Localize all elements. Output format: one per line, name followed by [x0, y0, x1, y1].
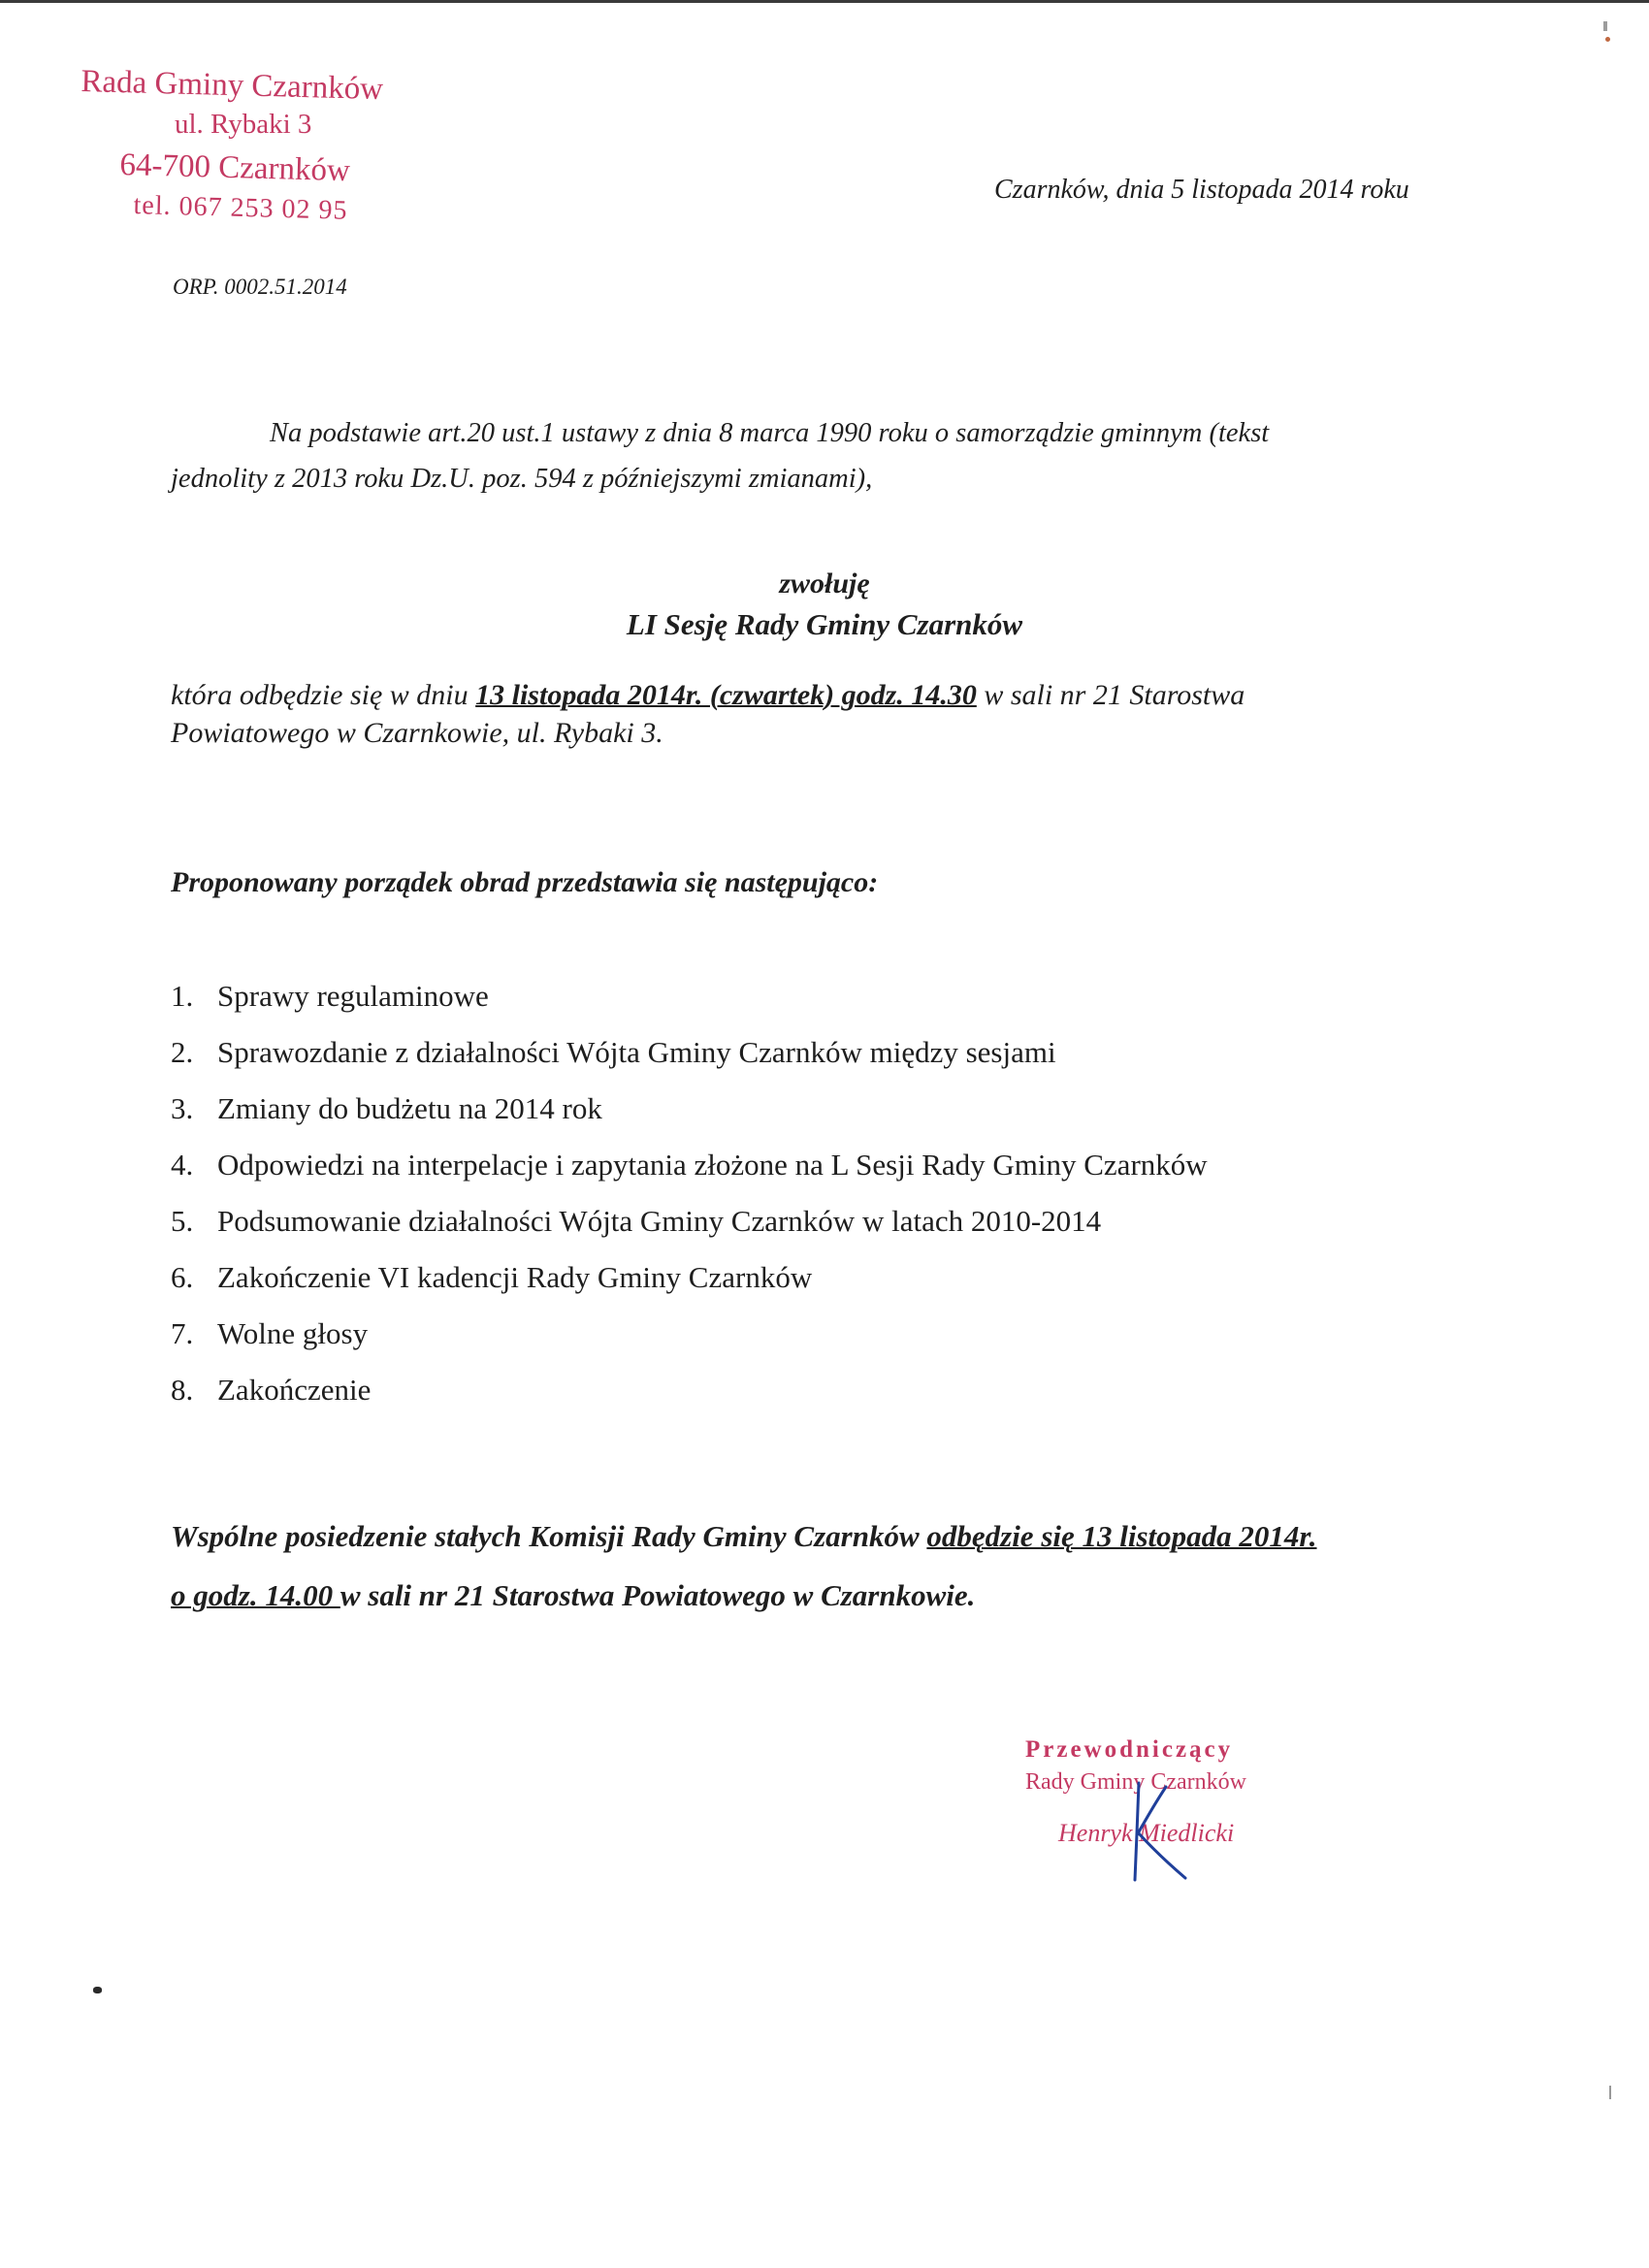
legal-basis-line-2: jednolity z 2013 roku Dz.U. poz. 594 z późniejszymi zmianami),	[171, 464, 873, 494]
scan-mark	[1609, 2086, 1611, 2099]
committee-notice-part-1: Wspólne posiedzenie stałych Komisji Rady Gminy Czarnków	[171, 1519, 927, 1553]
scan-mark	[1605, 37, 1610, 42]
agenda-item	[171, 1362, 1432, 1418]
agenda-item-text: Podsumowanie działalności Wójta Gminy Czarnków w latach 2010-2014	[217, 1204, 1102, 1238]
agenda-item	[171, 1081, 1432, 1137]
handwritten-signature	[1116, 1766, 1222, 1901]
signature-council: Rady Gminy Czarnków	[1025, 1769, 1246, 1795]
date-line: Czarnków, dnia 5 listopada 2014 roku	[994, 175, 1409, 205]
session-date-time: 13 listopada 2014r. (czwartek) godz. 14.30	[475, 679, 977, 711]
stamp-line-name: Rada Gminy Czarnków	[81, 64, 384, 108]
agenda-item-text: Sprawy regulaminowe	[217, 979, 489, 1013]
signature-name: Henryk Miedlicki	[1058, 1819, 1235, 1847]
scan-mark	[1603, 21, 1607, 31]
signature-title: Przewodniczący	[1025, 1736, 1234, 1763]
session-info-line-1	[171, 679, 1245, 712]
committee-notice-time: o godz. 14.00	[171, 1578, 340, 1612]
session-info-line-2: Powiatowego w Czarnkowie, ul. Rybaki 3.	[171, 717, 663, 749]
agenda-heading: Proponowany porządek obrad przedstawia się następująco:	[171, 866, 879, 898]
agenda-item	[171, 1024, 1432, 1081]
agenda-item-number: 2.	[171, 1035, 194, 1069]
reference-number: ORP. 0002.51.2014	[173, 275, 347, 299]
committee-notice-line-1	[171, 1519, 1317, 1554]
convene-verb: zwołuję	[779, 567, 870, 599]
agenda-item-text: Wolne głosy	[217, 1316, 369, 1350]
agenda-item-number: 6.	[171, 1260, 194, 1294]
agenda-item-text: Zmiany do budżetu na 2014 rok	[217, 1091, 602, 1125]
stamp-line-street: ul. Rybaki 3	[175, 109, 312, 140]
committee-notice-line-2	[171, 1578, 975, 1613]
council-stamp	[0, 0, 446, 233]
legal-basis-line-1: Na podstawie art.20 ust.1 ustawy z dnia 8 marca 1990 roku o samorządzie gminnym (tekst	[270, 418, 1270, 448]
agenda-item-text: Zakończenie VI kadencji Rady Gminy Czarnków	[217, 1260, 813, 1294]
session-info-prefix: która odbędzie się w dniu	[171, 679, 476, 711]
agenda-item	[171, 968, 1432, 1024]
stamp-line-postcode: 64-700 Czarnków	[119, 147, 351, 189]
agenda-list	[171, 968, 1432, 1418]
committee-notice-date: odbędzie się 13 listopada 2014r.	[926, 1519, 1317, 1553]
scan-mark	[93, 1987, 102, 1993]
stamp-line-phone: tel. 067 253 02 95	[133, 190, 348, 226]
agenda-item-text: Zakończenie	[217, 1373, 372, 1407]
agenda-item-number: 7.	[171, 1316, 194, 1350]
agenda-item-text: Odpowiedzi na interpelacje i zapytania złożone na L Sesji Rady Gminy Czarnków	[217, 1148, 1208, 1182]
agenda-item	[171, 1137, 1432, 1193]
session-title: LI Sesję Rady Gminy Czarnków	[626, 607, 1023, 641]
agenda-item	[171, 1306, 1432, 1362]
agenda-item-number: 4.	[171, 1148, 194, 1182]
agenda-item	[171, 1193, 1432, 1249]
agenda-item-text: Sprawozdanie z działalności Wójta Gminy Czarnków między sesjami	[217, 1035, 1056, 1069]
agenda-item	[171, 1249, 1432, 1306]
agenda-item-number: 3.	[171, 1091, 194, 1125]
agenda-item-number: 1.	[171, 979, 194, 1013]
committee-notice-place: w sali nr 21 Starostwa Powiatowego w Czarnkowie.	[340, 1578, 976, 1612]
session-info-suffix: w sali nr 21 Starostwa	[976, 679, 1245, 711]
agenda-item-number: 5.	[171, 1204, 194, 1238]
agenda-item-number: 8.	[171, 1373, 194, 1407]
